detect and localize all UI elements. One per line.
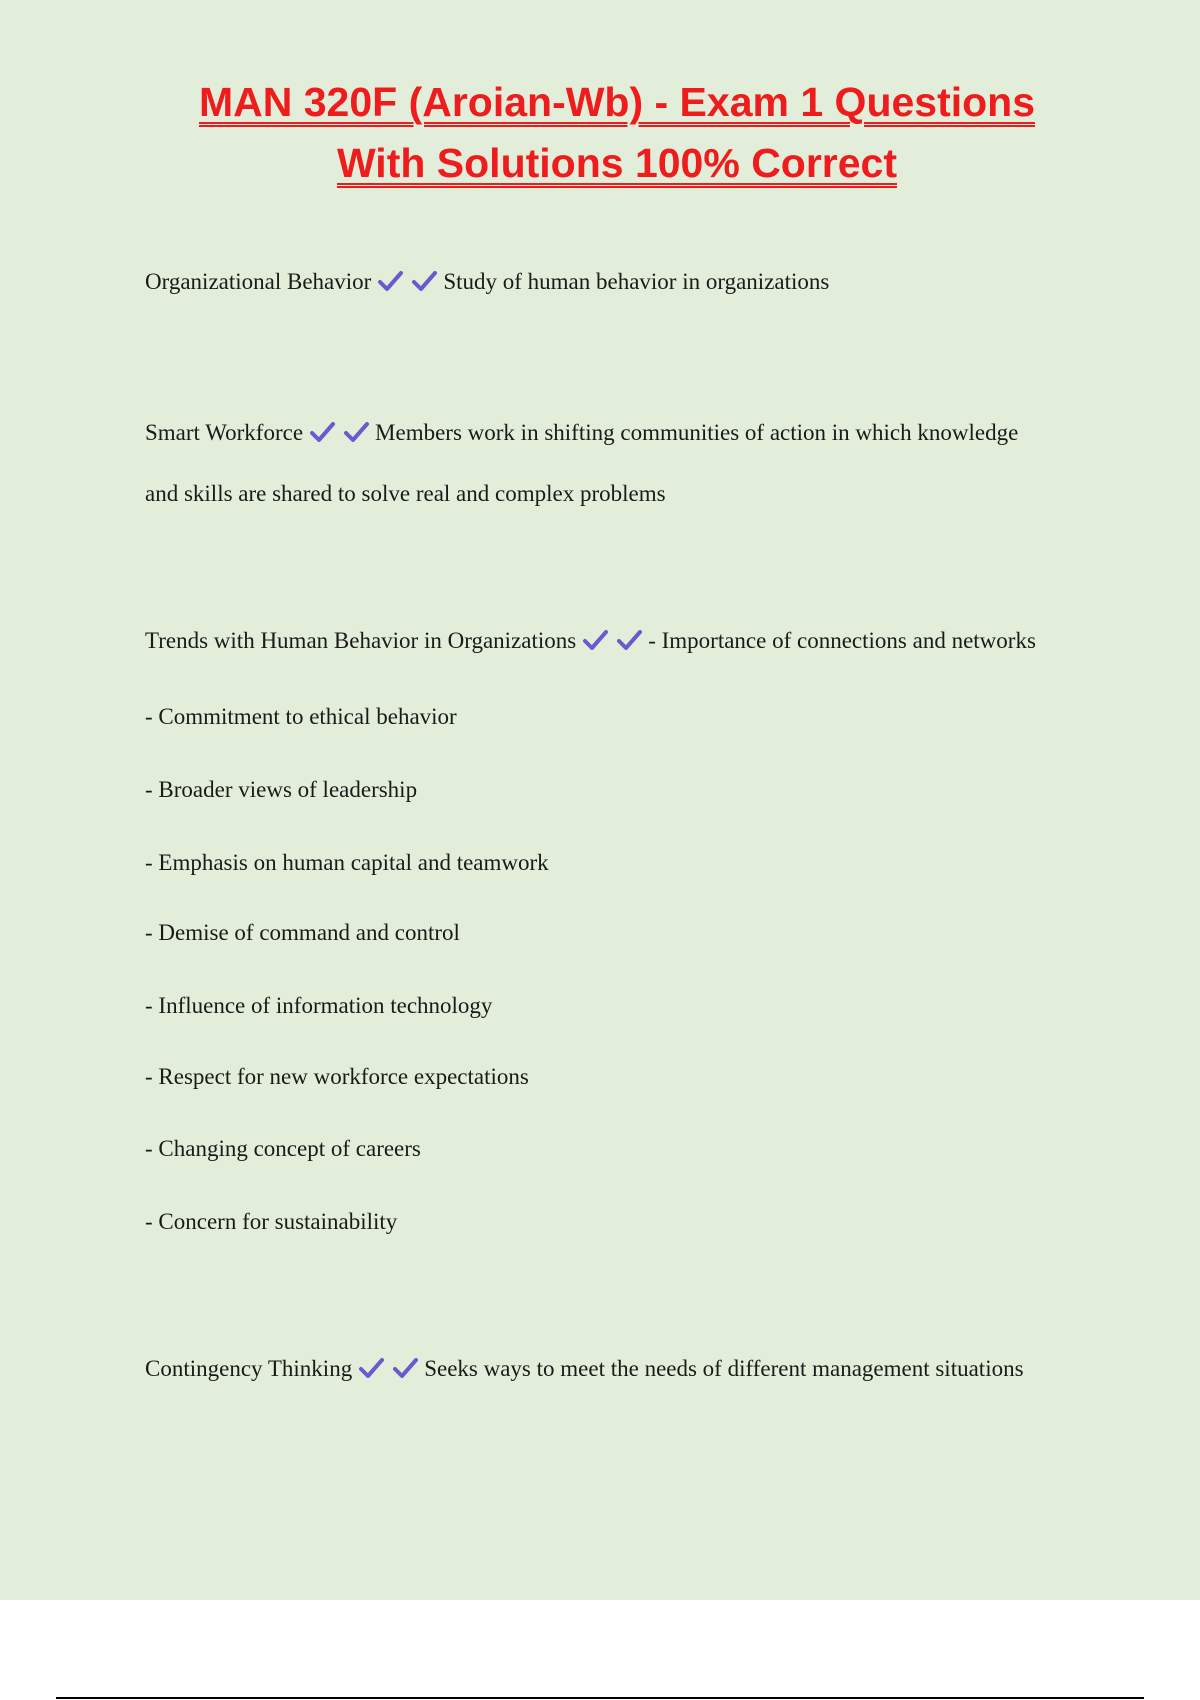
document-title	[80, 72, 1154, 194]
list-item: - Demise of command and control	[145, 920, 460, 945]
list-item: - Changing concept of careers	[145, 1136, 421, 1161]
entry-term: Contingency Thinking	[145, 1356, 353, 1381]
entry-term: Trends with Human Behavior in Organizations	[145, 628, 577, 653]
entry-definition: Study of human behavior in organizations	[443, 269, 830, 294]
entry-contingency-thinking	[145, 1355, 1024, 1383]
double-check-icon	[309, 420, 377, 445]
double-check-icon	[377, 269, 445, 294]
page-divider	[56, 1697, 1144, 1699]
entry-trends	[145, 627, 1036, 655]
check-icon	[377, 269, 404, 293]
double-check-icon	[358, 1356, 426, 1381]
double-check-icon	[582, 628, 650, 653]
entry-organizational-behavior	[145, 268, 829, 296]
list-item: - Broader views of leadership	[145, 777, 418, 802]
entry-definition: Members work in shifting communities of action in which knowledge	[375, 420, 1019, 445]
check-icon	[309, 420, 336, 444]
check-icon	[616, 628, 643, 652]
list-item: - Concern for sustainability	[145, 1209, 398, 1234]
list-item: - Influence of information technology	[145, 993, 493, 1018]
title-line-2: With Solutions 100% Correct	[336, 140, 898, 186]
list-item: - Commitment to ethical behavior	[145, 704, 457, 729]
entry-definition: Seeks ways to meet the needs of different management situations	[424, 1356, 1024, 1381]
check-icon	[411, 269, 438, 293]
list-item: - Emphasis on human capital and teamwork	[145, 850, 549, 875]
list-item: - Importance of connections and networks	[648, 628, 1036, 653]
entry-term: Smart Workforce	[145, 420, 304, 445]
entry-smart-workforce	[145, 419, 1018, 447]
entry-definition: and skills are shared to solve real and complex problems	[145, 481, 666, 506]
check-icon	[392, 1356, 419, 1380]
entry-smart-workforce-continued	[145, 480, 666, 508]
list-item: - Respect for new workforce expectations	[145, 1064, 529, 1089]
check-icon	[343, 420, 370, 444]
check-icon	[582, 628, 609, 652]
title-line-1: MAN 320F (Aroian-Wb) - Exam 1 Questions	[198, 79, 1036, 125]
check-icon	[358, 1356, 385, 1380]
entry-term: Organizational Behavior	[145, 269, 372, 294]
